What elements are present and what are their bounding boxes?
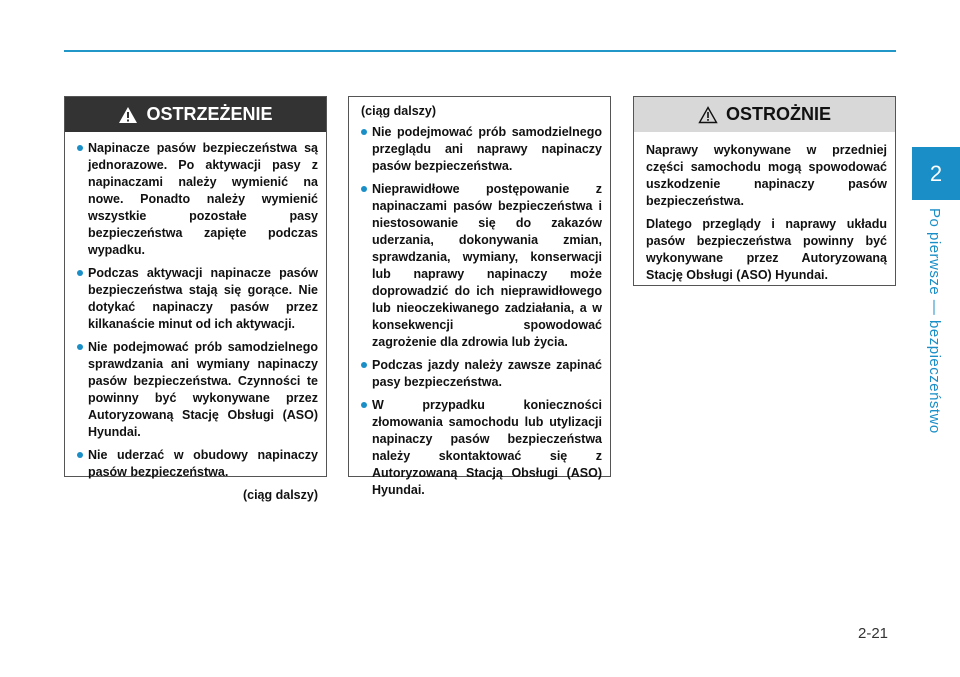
caution-triangle-icon [698,106,718,124]
section-title: Po pierwsze — bezpieczeństwo [926,208,943,434]
bullet-dot [361,186,367,192]
continued-label: (ciąg dalszy) [242,488,318,502]
page-number: 2-21 [858,625,889,642]
warning-triangle-icon [118,106,138,124]
chapter-number: 2 [929,160,943,186]
bullet-dot [77,344,83,350]
list-item: Napinacze pasów bezpieczeństwa są jednorazowe. Po aktywacji pasy z napinaczami należy wymienić na nowe. Ponadto należy wymienić wszystkie pozostałe pasy bezpieczeństwa zapięte podczas wypadku. [77,140,318,259]
list-item: Nie uderzać w obudowy napinaczy pasów bezpieczeństwa. [77,447,318,481]
bullet-dot [77,452,83,458]
bullet-dot [361,402,367,408]
caution-box [633,96,896,286]
bullet-dot [361,129,367,135]
caution-header [634,97,895,132]
bullet-dot [77,270,83,276]
bullet-dot [361,362,367,368]
warning-title: OSTRZEŻENIE [146,104,273,124]
list-item: Nieprawidłowe postępowanie z napinaczami pasów bezpieczeństwa i niestosowanie się do zakazów uderzania, dokonywania zmian, sprawdzania, wymiany, konserwacji lub naprawy napinaczy może doprowadzić do ich nieprawidłowego lub nieoczekiwanego zadziałania, a w konsekwencji spowodować zagrożenie dla zdrowia lub życia. [361,181,602,351]
continued-heading: (ciąg dalszy) [361,104,437,118]
list-item: Nie podejmować prób samodzielnego przeglądu ani naprawy napinaczy pasów bezpieczeństwa. [361,124,602,175]
bullet-dot [77,145,83,151]
warning-box [64,96,327,502]
caution-paragraph: Naprawy wykonywane w przedniej części samochodu mogą spowodować uszkodzenie napinaczy pasów bezpieczeństwa. [646,143,887,208]
continued-box [348,96,611,497]
top-rule [64,50,896,52]
caution-title: OSTROŻNIE [725,104,831,124]
list-item: Podczas jazdy należy zawsze zapinać pasy bezpieczeństwa. [361,357,602,391]
list-item: W przypadku konieczności złomowania samochodu lub utylizacji napinaczy pasów bezpieczeństwa należy skontaktować się z Autoryzowaną Stacją Obsługi (ASO) Hyundai. [361,397,602,499]
list-item: Podczas aktywacji napinacze pasów bezpieczeństwa stają się gorące. Nie dotykać napinaczy pasów przez kilkanaście minut od ich aktywacji. [77,265,318,333]
list-item: Nie podejmować prób samodzielnego sprawdzania ani wymiany napinaczy pasów bezpieczeństwa. Czynności te powinny być wykonywane przez Autoryzowaną Stację Obsługi (ASO) Hyundai. [77,339,318,441]
chapter-tab [912,147,960,200]
warning-header [65,97,326,132]
caution-paragraph: Dlatego przeglądy i naprawy układu pasów bezpieczeństwa powinny być wykonywane przez Autoryzowaną Stację Obsługi (ASO) Hyundai. [646,217,887,282]
